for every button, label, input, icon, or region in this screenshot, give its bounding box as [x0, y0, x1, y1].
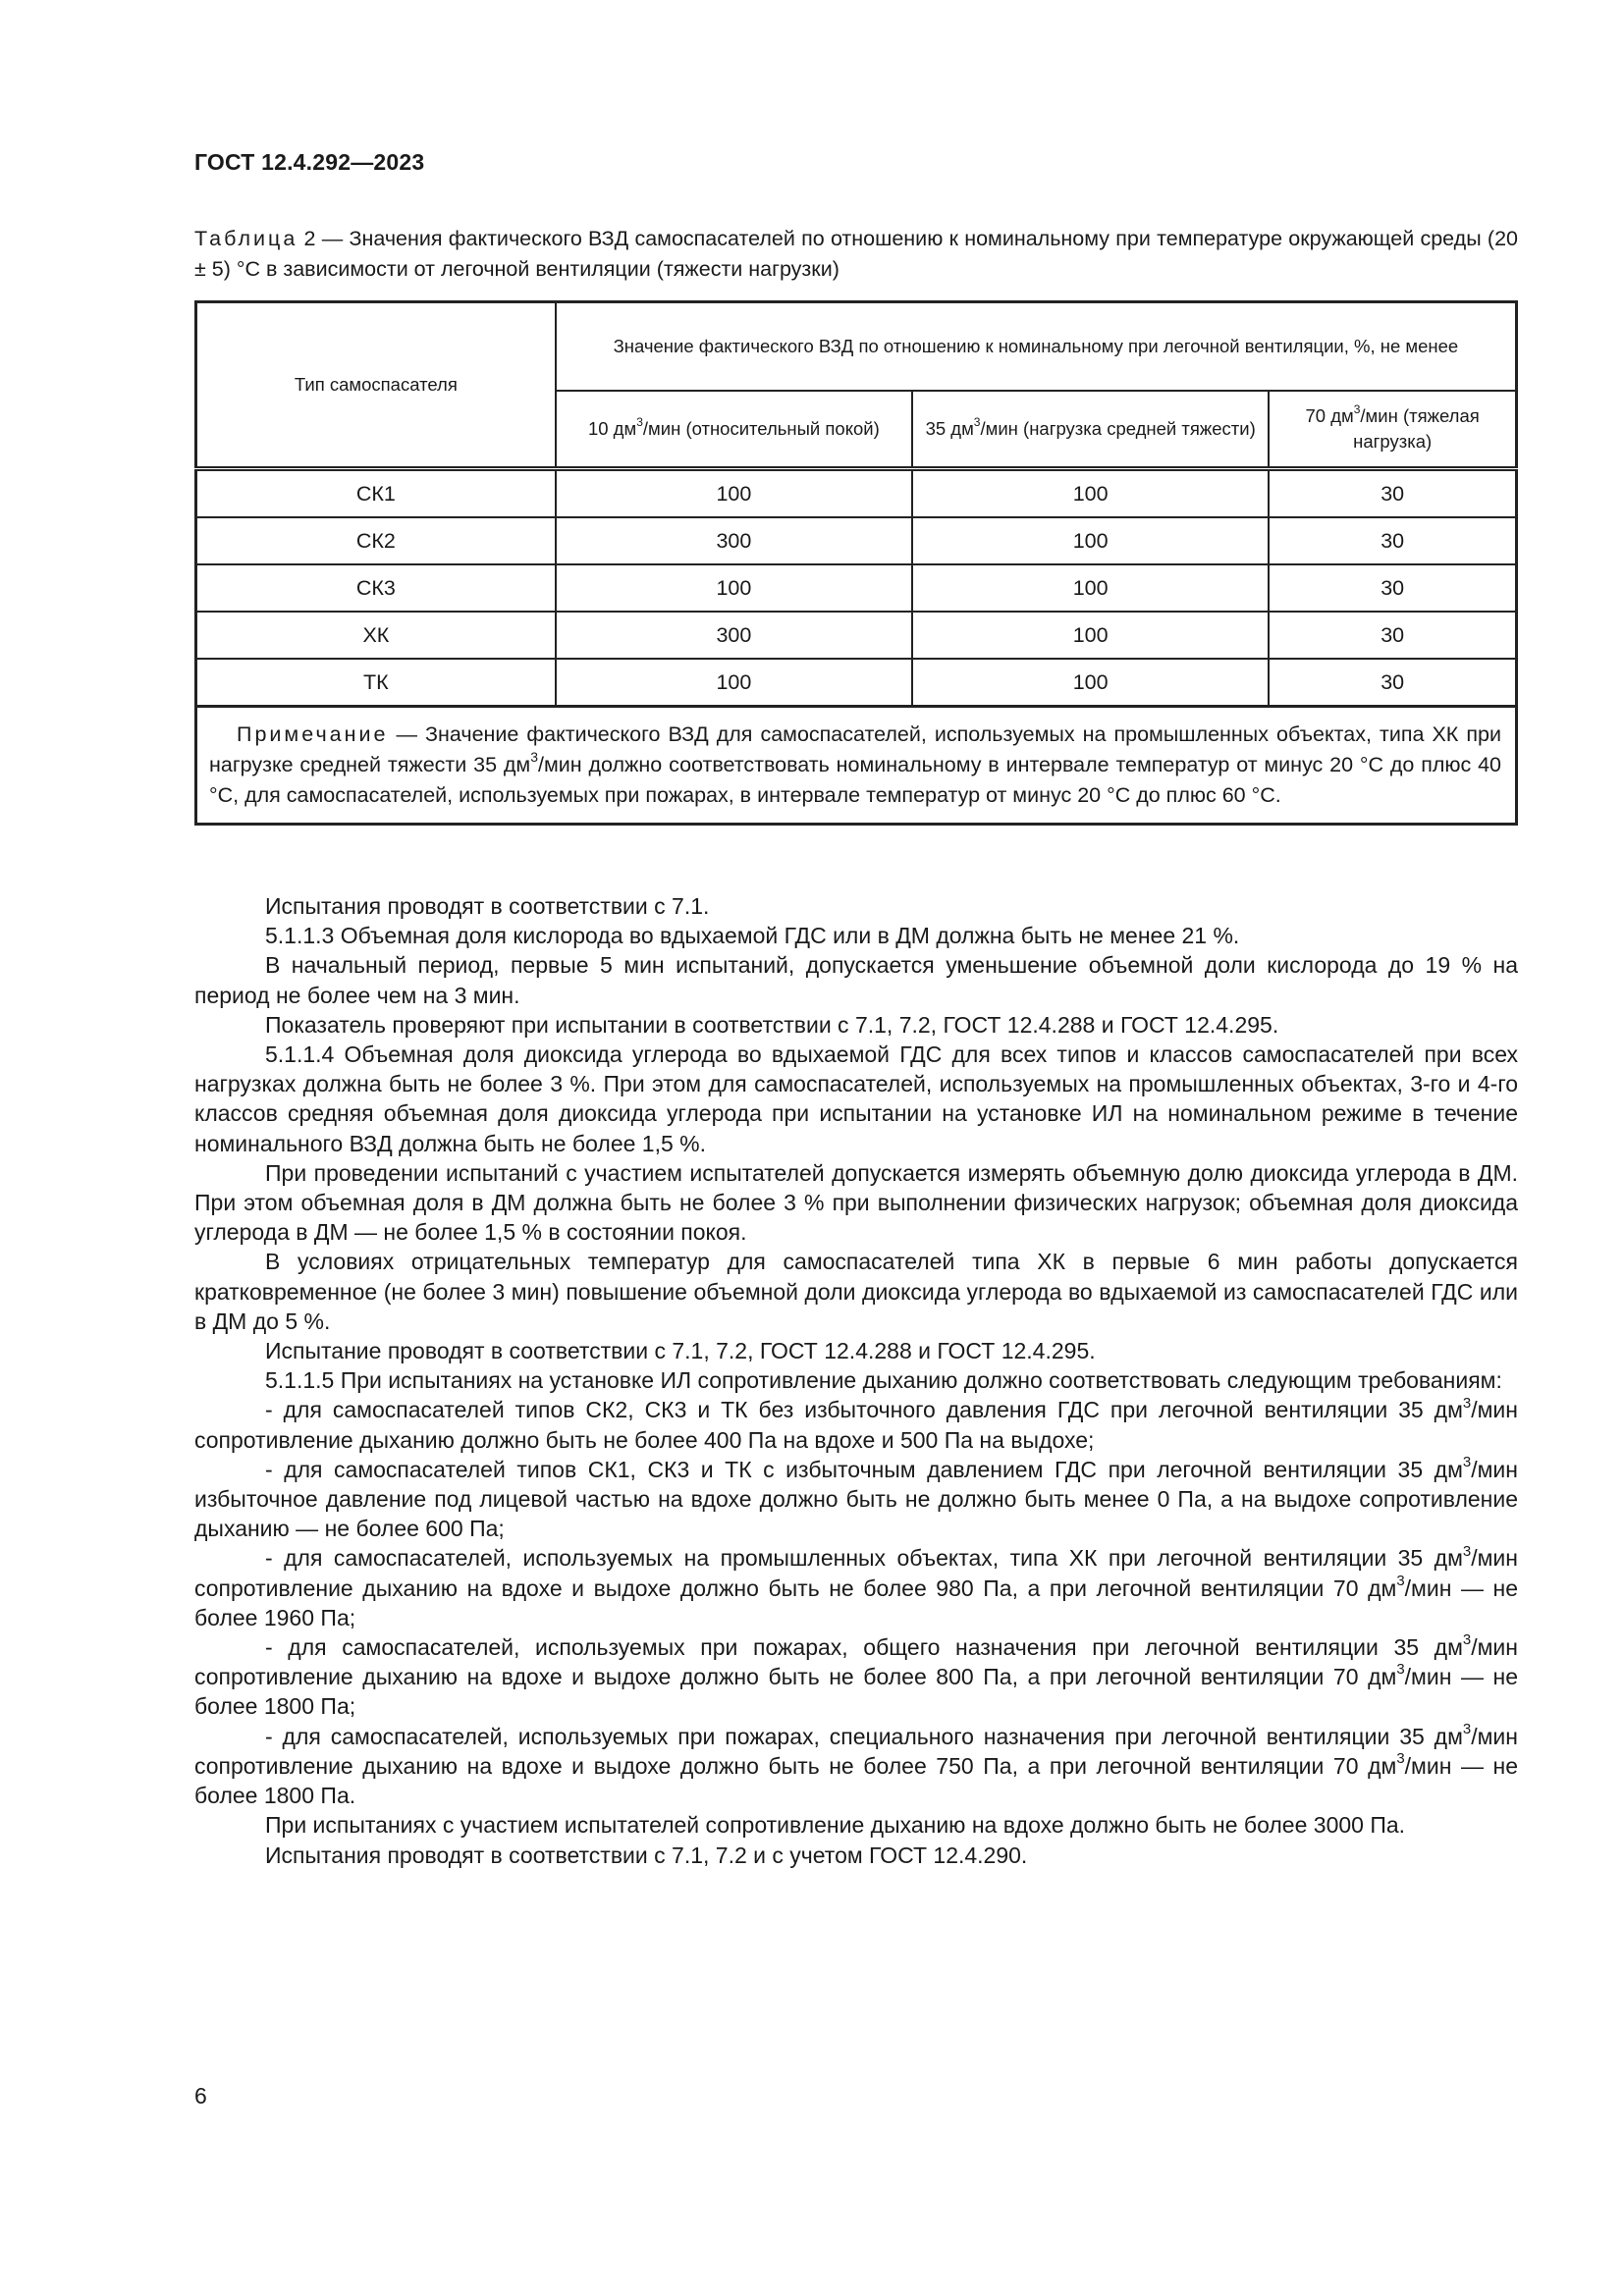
- list-item: - для самоспасателей, используемых на промышленных объектах, типа ХК при легочной вентиляции 35 $дм^3$/мин сопротивление дыханию на вдохе и выдохе должно быть не более 980 Па, а при легочной вентиляции 70 $дм^3$/мин — не более 1960 Па;: [194, 1542, 1519, 1630]
- cell-type: СК1: [196, 469, 556, 518]
- paragraph: При испытаниях с участием испытателей сопротивление дыханию на вдохе должно быть не более 3000 Па.: [265, 1812, 1406, 1839]
- cell-type: СК2: [196, 517, 556, 564]
- table-row: [196, 659, 1517, 707]
- list-item: - для самоспасателей, используемых при пожарах, общего назначения при легочной вентиляции 35 $дм^3$/мин сопротивление дыханию на вдохе и выдохе должно быть не более 800 Па, а при легочной вентиляции 70 $дм^3$/мин — не более 1800 Па;: [194, 1631, 1519, 1720]
- table-caption-text: 2 — Значения фактического ВЗД самоспасателей по отношению к номинальному при температуре окружающей среды (20 ± 5) °С в зависимости от легочной вентиляции (тяжести нагрузки): [194, 227, 1518, 281]
- header-type: Тип самоспасателя: [196, 302, 556, 469]
- paragraph: При проведении испытаний с участием испытателей допускается измерять объемную долю диоксида углерода в ДМ. При этом объемная доля в ДМ должна быть не более 3 % при выполнении физических нагрузок; объемная доля диоксида углерода в ДМ — не более 1,5 % в состоянии покоя.: [194, 1159, 1518, 1246]
- header-group: Значение фактического ВЗД по отношению к номинальному при легочной вентиляции, %, не менее: [556, 302, 1517, 392]
- cell-type: ХК: [196, 612, 556, 659]
- page-number: 6: [194, 2083, 207, 2109]
- table-row: [196, 612, 1517, 659]
- table-row: [196, 564, 1517, 612]
- paragraph: Показатель проверяют при испытании в соответствии с 7.1, 7.2, ГОСТ 12.4.288 и ГОСТ 12.4.295.: [265, 1011, 1279, 1038]
- paragraph-5-1-1-5: 5.1.1.5 При испытаниях на установке ИЛ сопротивление дыханию должно соответствовать следующим требованиям:: [265, 1367, 1502, 1394]
- cell-v70: 30: [1269, 469, 1516, 518]
- table-caption: [194, 224, 1518, 285]
- list-item: - для самоспасателей типов СК2, СК3 и ТК без избыточного давления ГДС при легочной вентиляции 35 $дм^3$/мин сопротивление дыханию должно быть не более 400 Па на вдохе и 500 Па на выдохе;: [194, 1394, 1518, 1453]
- table-row: [196, 469, 1517, 518]
- cell-v70: 30: [1269, 612, 1516, 659]
- paragraph: В условиях отрицательных температур для самоспасателей типа ХК в первые 6 мин работы допускается кратковременное (не более 3 мин) повышение объемной доли диоксида углерода во вдыхаемой из самоспасателей ГДС или в ДМ до 5 %.: [194, 1249, 1518, 1334]
- header-10: 10 $дм^3$/мин (относительный покой): [556, 391, 912, 469]
- paragraph: Испытание проводят в соответствии с 7.1, 7.2, ГОСТ 12.4.288 и ГОСТ 12.4.295.: [265, 1338, 1096, 1364]
- cell-v70: 30: [1269, 659, 1516, 707]
- document-header: ГОСТ 12.4.292—2023: [194, 149, 425, 175]
- table-header-row: [196, 302, 1517, 392]
- cell-v35: 100: [912, 659, 1269, 707]
- paragraph: В начальный период, первые 5 мин испытаний, допускается уменьшение объемной доли кислорода до 19 % на период не более чем на 3 мин.: [194, 952, 1518, 1008]
- cell-v10: 100: [556, 564, 912, 612]
- cell-v35: 100: [912, 469, 1269, 518]
- header-70: 70 $дм^3$/мин (тяжелая нагрузка): [1269, 391, 1516, 469]
- cell-v10: 300: [556, 612, 912, 659]
- header-35: 35 $дм^3$/мин (нагрузка средней тяжести): [912, 391, 1269, 469]
- cell-v10: 300: [556, 517, 912, 564]
- cell-v10: 100: [556, 469, 912, 518]
- cell-type: ТК: [196, 659, 556, 707]
- note-label: Примечание: [237, 722, 389, 746]
- table-caption-label: Таблица: [194, 227, 298, 250]
- paragraph: Испытания проводят в соответствии с 7.1, 7.2 и с учетом ГОСТ 12.4.290.: [265, 1842, 1028, 1868]
- cell-v70: 30: [1269, 517, 1516, 564]
- cell-v70: 30: [1269, 564, 1516, 612]
- table-note-row: [196, 707, 1517, 825]
- cell-v35: 100: [912, 517, 1269, 564]
- cell-type: СК3: [196, 564, 556, 612]
- cell-v35: 100: [912, 612, 1269, 659]
- paragraph-5-1-1-4: 5.1.1.4 Объемная доля диоксида углерода во вдыхаемой ГДС для всех типов и классов самоспасателей при всех нагрузках должна быть не более 3 %. При этом для самоспасателей, используемых на промышленных объектах, 3-го и 4-го классов средняя объемная доля диоксида углерода при испытании на установке ИЛ на номинальном режиме в течение номинального ВЗД должна быть не более 1,5 %.: [194, 1041, 1518, 1156]
- list-item: - для самоспасателей, используемых при пожарах, специального назначения при легочной вентиляции 35 $дм^3$/мин сопротивление дыханию на вдохе и выдохе должно быть не более 750 Па, а при легочной вентиляции 70 $дм^3$/мин — не более 1800 Па.: [194, 1720, 1519, 1809]
- table-note: Примечание — Значение фактического ВЗД для самоспасателей, используемых на промышленных объектах, типа ХК при нагрузке средней тяжести 35 $дм^3$/мин должно соответствовать номинальному в интервале температур от минус 20 °С до плюс 40 °С, для самоспасателей, используемых при пожарах, в интервале температур от минус 20 °С до плюс 60 °С.: [196, 707, 1517, 825]
- body-text: [194, 891, 1518, 1870]
- cell-v10: 100: [556, 659, 912, 707]
- cell-v35: 100: [912, 564, 1269, 612]
- paragraph-5-1-1-3: 5.1.1.3 Объемная доля кислорода во вдыхаемой ГДС или в ДМ должна быть не менее 21 %.: [265, 923, 1240, 949]
- paragraph: Испытания проводят в соответствии с 7.1.: [265, 893, 710, 919]
- ventilation-table: [194, 300, 1518, 826]
- list-item: - для самоспасателей типов СК1, СК3 и ТК с избыточным давлением ГДС при легочной вентиляции 35 $дм^3$/мин избыточное давление под лицевой частью на вдохе должно быть не должно быть менее 0 Па, а на выдохе сопротивление дыханию — не более 600 Па;: [194, 1453, 1518, 1542]
- table-row: [196, 517, 1517, 564]
